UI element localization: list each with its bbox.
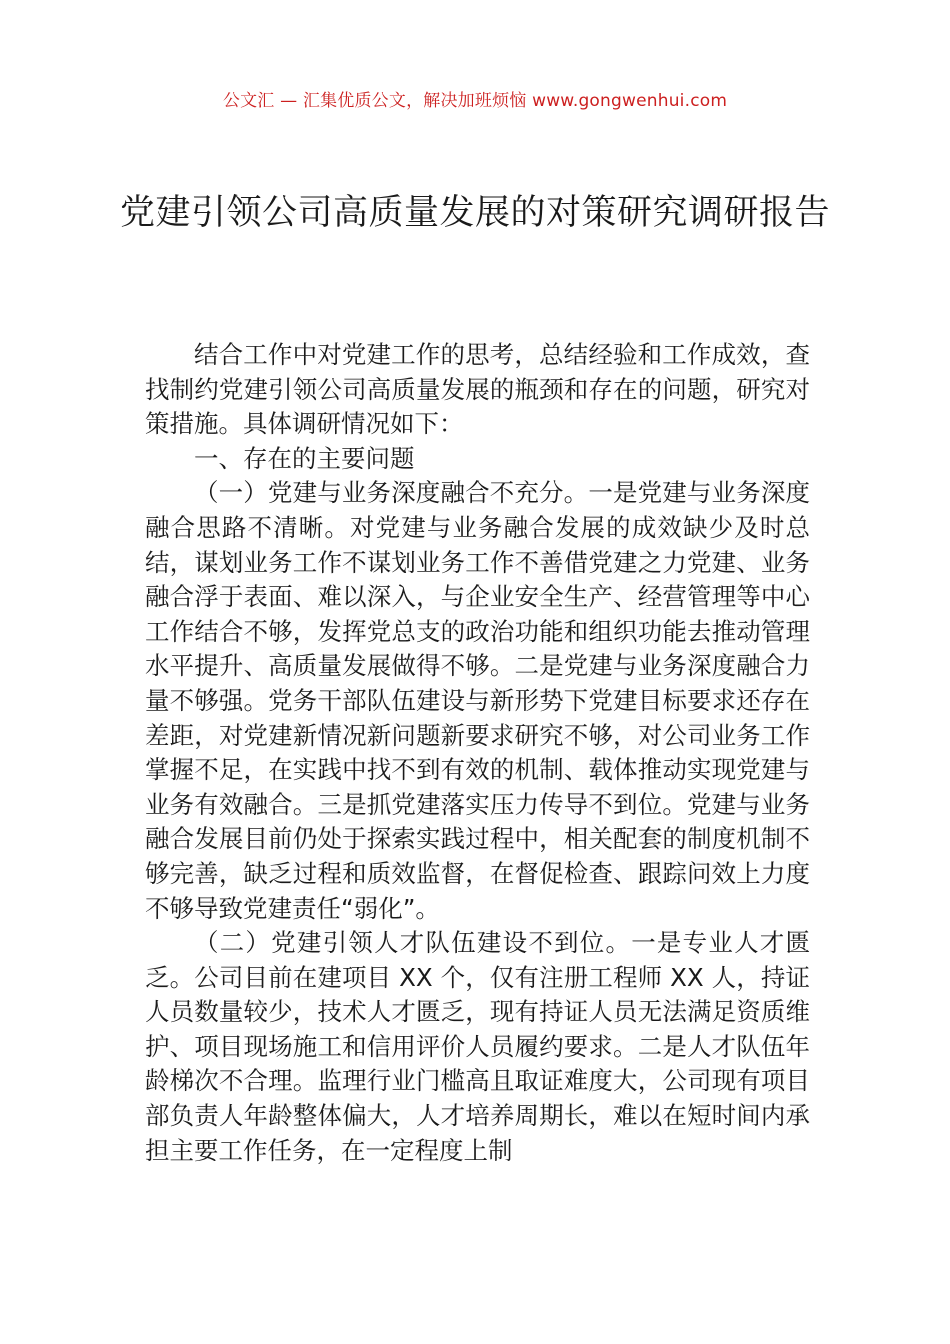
site-banner: 公文汇 — 汇集优质公文，解决加班烦恼 www.gongwenhui.com	[222, 91, 728, 111]
section-heading: 一、存在的主要问题	[194, 443, 415, 473]
body-paragraph: （二）党建引领人才队伍建设不到位。一是专业人才匮乏。公司目前在建项目 XX 个，仅有注册工程师 XX 人，持证人员数量较少，技术人才匮乏，现有持证人员无法满足资质维护、项目现场施工和信用评价人员履约要求。二是人才队伍年龄梯次不合理。监理行业门槛高且取证难度大，公司现有项目部负责人年龄整体偏大，人才培养周期长，难以在短时间内承担主要工作任务，在一定程度上制	[145, 928, 810, 1165]
body-paragraph: （一）党建与业务深度融合不充分。一是党建与业务深度融合思路不清晰。对党建与业务融合发展的成效缺少及时总结，谋划业务工作不谋划业务工作不善借党建之力党建、业务融合浮于表面、难以深入，与企业安全生产、经营管理等中心工作结合不够，发挥党总支的政治功能和组织功能去推动管理水平提升、高质量发展做得不够。二是党建与业务深度融合力量不够强。党务干部队伍建设与新形势下党建目标要求还存在差距，对党建新情况新问题新要求研究不够，对公司业务工作掌握不足，在实践中找不到有效的机制、载体推动实现党建与业务有效融合。三是抓党建落实压力传导不到位。党建与业务融合发展目前仍处于探索实践过程中，相关配套的制度机制不够完善，缺乏过程和质效监督，在督促检查、跟踪问效上力度不够导致党建责任“弱化”。	[145, 478, 810, 923]
document-body	[145, 338, 810, 1168]
intro-paragraph: 结合工作中对党建工作的思考，总结经验和工作成效，查找制约党建引领公司高质量发展的瓶颈和存在的问题，研究对策措施。具体调研情况如下：	[145, 340, 810, 439]
document-title: 党建引领公司高质量发展的对策研究调研报告	[120, 193, 831, 233]
